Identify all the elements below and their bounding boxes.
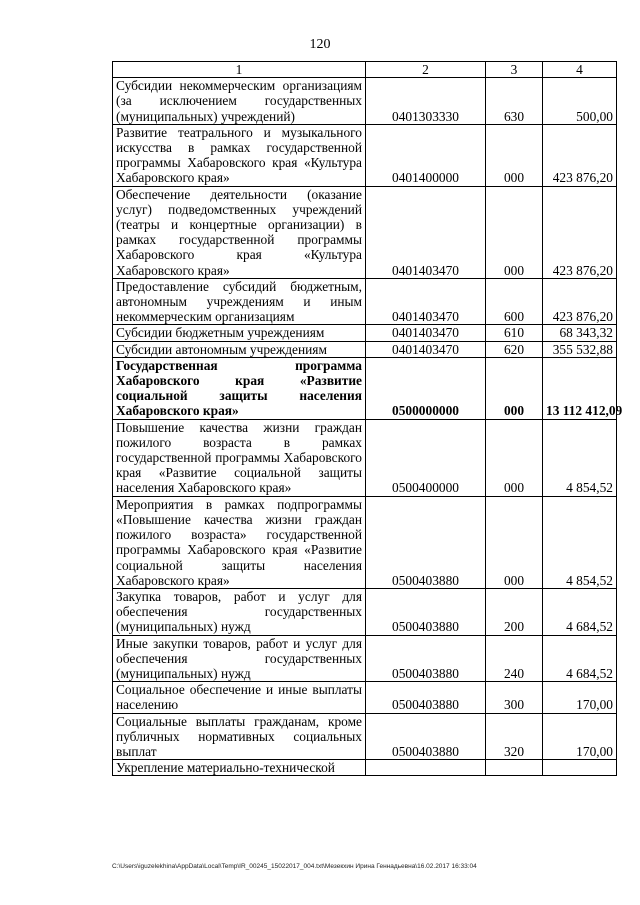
row-amount: 4 854,52	[543, 496, 617, 588]
table-row	[113, 124, 617, 186]
column-header-3: 3	[486, 62, 543, 78]
table-row	[113, 357, 617, 419]
table-row	[113, 341, 617, 357]
row-type: 600	[486, 278, 543, 325]
page-number: 120	[309, 37, 331, 52]
column-header-2: 2	[366, 62, 486, 78]
table-row	[113, 325, 617, 341]
row-type: 240	[486, 635, 543, 682]
table-row	[113, 419, 617, 496]
row-code: 0401403470	[366, 278, 486, 325]
row-name: Социальные выплаты гражданам, кроме публичных нормативных социальных выплат	[113, 713, 366, 760]
row-amount: 68 343,32	[543, 325, 617, 341]
row-amount: 423 876,20	[543, 124, 617, 186]
row-type: 300	[486, 682, 543, 713]
row-name: Обеспечение деятельности (оказание услуг) подведомственных учреждений (театры и концертные организации) в рамках государственной программы Хабаровского края «Культура Хабаровского края»	[113, 186, 366, 278]
row-code: 0500403880	[366, 496, 486, 588]
row-name: Субсидии бюджетным учреждениям	[113, 325, 366, 341]
table-row	[113, 78, 617, 125]
row-code: 0401403470	[366, 341, 486, 357]
row-code: 0500000000	[366, 357, 486, 419]
row-name: Субсидии некоммерческим организациям (за исключением государственных (муниципальных) учреждений)	[113, 78, 366, 125]
row-name: Мероприятия в рамках подпрограммы «Повышение качества жизни граждан пожилого возраста» государственной программы Хабаровского края «Развитие социальной защиты населения Хабаровского края»	[113, 496, 366, 588]
table-body	[113, 78, 623, 776]
row-amount: 4 684,52	[543, 635, 617, 682]
row-type: 610	[486, 325, 543, 341]
row-code: 0500400000	[366, 419, 486, 496]
row-name: Иные закупки товаров, работ и услуг для обеспечения государственных (муниципальных) нужд	[113, 635, 366, 682]
table-row	[113, 186, 617, 278]
table-row	[113, 713, 617, 760]
row-code: 0401303330	[366, 78, 486, 125]
row-code	[366, 760, 486, 776]
row-amount: 13 112 412,09	[543, 357, 617, 419]
column-header-4: 4	[543, 62, 617, 78]
row-name: Предоставление субсидий бюджетным, автономным учреждениям и иным некоммерческим организациям	[113, 278, 366, 325]
row-name: Укрепление материально-технической	[113, 760, 366, 776]
row-amount	[543, 760, 617, 776]
row-type: 000	[486, 357, 543, 419]
row-name: Закупка товаров, работ и услуг для обеспечения государственных (муниципальных) нужд	[113, 588, 366, 635]
row-amount: 4 854,52	[543, 419, 617, 496]
row-type: 620	[486, 341, 543, 357]
row-code: 0500403880	[366, 713, 486, 760]
row-type: 000	[486, 496, 543, 588]
row-name: Развитие театрального и музыкального искусства в рамках государственной программы Хабаровского края «Культура Хабаровского края»	[113, 124, 366, 186]
table-row	[113, 278, 617, 325]
row-type: 630	[486, 78, 543, 125]
row-type: 000	[486, 124, 543, 186]
row-code: 0500403880	[366, 635, 486, 682]
table-row	[113, 588, 617, 635]
row-code: 0401403470	[366, 186, 486, 278]
row-type: 000	[486, 186, 543, 278]
table-row	[113, 496, 617, 588]
row-type: 200	[486, 588, 543, 635]
row-name: Социальное обеспечение и иные выплаты населению	[113, 682, 366, 713]
budget-table	[112, 61, 623, 776]
row-type	[486, 760, 543, 776]
footer-path: C:\Users\iguzelekhina\AppData\Local\Temp\IR_00245_15022017_004.txt\Мезекхин Ирина Геннадьевна\16.02.2017 16:33:04	[112, 863, 477, 870]
row-code: 0401403470	[366, 325, 486, 341]
row-name: Субсидии автономным учреждениям	[113, 341, 366, 357]
row-amount: 170,00	[543, 682, 617, 713]
row-code: 0500403880	[366, 682, 486, 713]
row-name: Повышение качества жизни граждан пожилого возраста в рамках государственной программы Хабаровского края «Развитие социальной защиты населения Хабаровского края»	[113, 419, 366, 496]
row-code: 0401400000	[366, 124, 486, 186]
table-row	[113, 682, 617, 713]
column-header-1: 1	[113, 62, 366, 78]
table-row	[113, 635, 617, 682]
table-header-row	[113, 62, 617, 78]
row-amount: 423 876,20	[543, 278, 617, 325]
table-row	[113, 760, 617, 776]
row-type: 320	[486, 713, 543, 760]
row-amount: 4 684,52	[543, 588, 617, 635]
row-amount: 170,00	[543, 713, 617, 760]
row-name: Государственная программа Хабаровского края «Развитие социальной защиты населения Хабаровского края»	[113, 357, 366, 419]
row-type: 000	[486, 419, 543, 496]
row-code: 0500403880	[366, 588, 486, 635]
row-amount: 500,00	[543, 78, 617, 125]
row-amount: 355 532,88	[543, 341, 617, 357]
row-amount: 423 876,20	[543, 186, 617, 278]
